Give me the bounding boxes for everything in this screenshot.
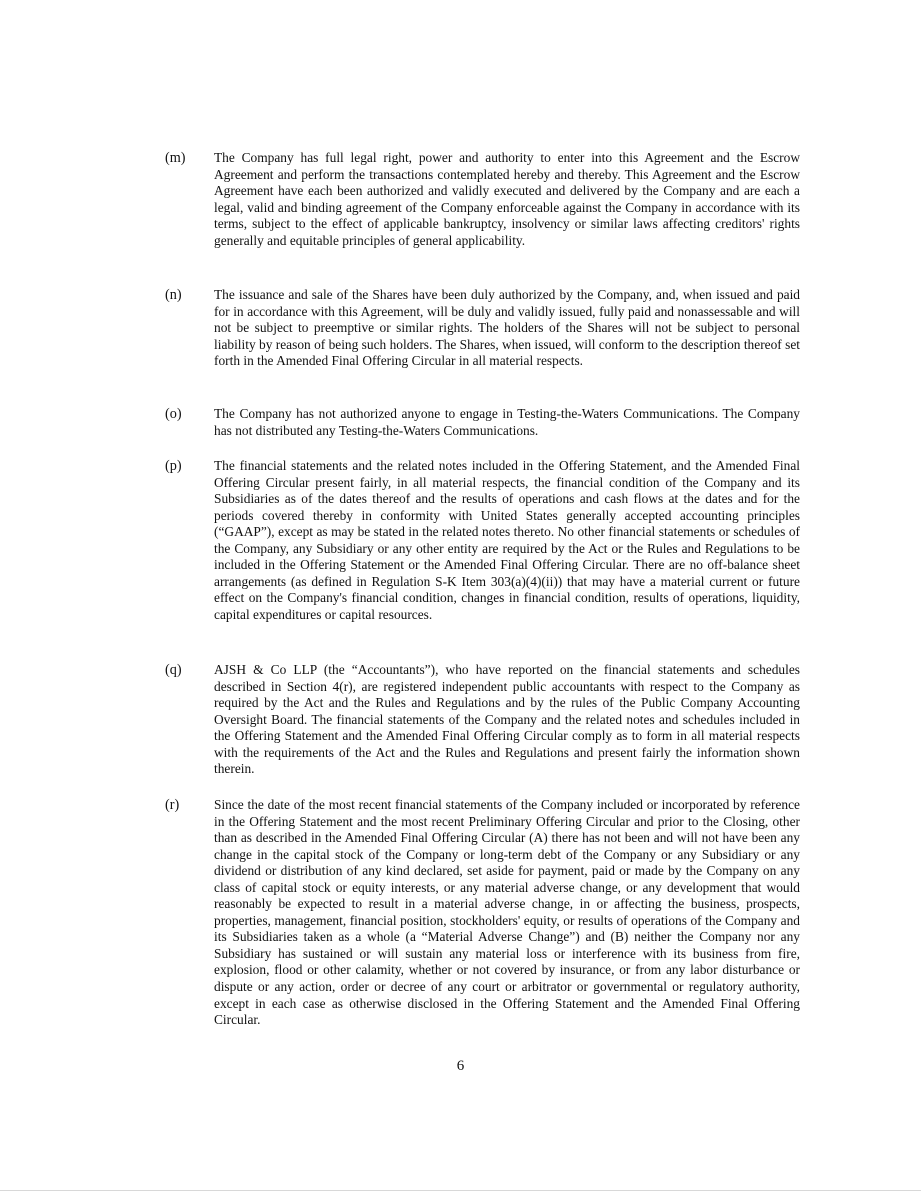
clause-marker: (m): [165, 150, 186, 166]
clause-marker: (q): [165, 662, 182, 678]
clause-marker: (r): [165, 797, 180, 813]
clause-text: The issuance and sale of the Shares have been duly authorized by the Company, and, when issued and paid for in accordance with this Agreement, will be duly and validly issued, fully paid and nonassessable and will not be subject to preemptive or similar rights. The holders of the Shares will not be subject to personal liability by reason of being such holders. The Shares, when issued, will conform to the description thereof set forth in the Amended Final Offering Circular in all material respects.: [214, 287, 800, 369]
clause-text: The Company has full legal right, power and authority to enter into this Agreement and the Escrow Agreement and perform the transactions contemplated hereby and thereby. This Agreement and the Escrow Agreement have each been authorized and validly executed and delivered by the Company and are each a legal, valid and binding agreement of the Company enforceable against the Company in accordance with its terms, subject to the effect of applicable bankruptcy, insolvency or similar laws affecting creditors' rights generally and equitable principles of general applicability.: [214, 150, 800, 248]
clause-text: Since the date of the most recent financial statements of the Company included or incorporated by reference in the Offering Statement and the most recent Preliminary Offering Circular and prior to the Closing, other than as described in the Amended Final Offering Circular (A) there has not been and will not have been any change in the capital stock of the Company or long-term debt of the Company or any Subsidiary or any dividend or distribution of any kind declared, set aside for payment, paid or made by the Company on any class of capital stock or equity interests, or any material adverse change, or any development that would reasonably be expected to result in a material adverse change, in or affecting the business, prospects, properties, management, financial position, stockholders' equity, or results of operations of the Company and its Subsidiaries taken as a whole (a “Material Adverse Change”) and (B) neither the Company nor any Subsidiary has sustained or will sustain any material loss or interference with its business from fire, explosion, flood or other calamity, whether or not covered by insurance, or from any labor disturbance or dispute or any action, order or decree of any court or arbitrator or governmental or regulatory authority, except in each case as otherwise disclosed in the Offering Statement and the Amended Final Offering Circular.: [214, 797, 800, 1028]
scan-edge-line: [0, 1190, 921, 1191]
clause-marker: (o): [165, 406, 182, 422]
clause-text: AJSH & Co LLP (the “Accountants”), who have reported on the financial statements and schedules described in Section 4(r), are registered independent public accountants with respect to the Company as required by the Act and the Rules and Regulations and by the rules of the Public Company Accounting Oversight Board. The financial statements of the Company and the related notes and schedules included in the Offering Statement and the Amended Final Offering Circular comply as to form in all material respects with the requirements of the Act and the Rules and Regulations and present fairly the information shown therein.: [214, 662, 800, 777]
page-number: 6: [456, 1058, 465, 1074]
clause-text: The financial statements and the related notes included in the Offering Statement, and the Amended Final Offering Circular present fairly, in all material respects, the financial condition of the Company and its Subsidiaries as of the dates thereof and the results of operations and cash flows at the dates and for the periods covered thereby in conformity with United States generally accepted accounting principles (“GAAP”), except as may be stated in the related notes thereto. No other financial statements or schedules of the Company, any Subsidiary or any other entity are required by the Act or the Rules and Regulations to be included in the Offering Statement or the Amended Final Offering Circular. There are no off-balance sheet arrangements (as defined in Regulation S-K Item 303(a)(4)(ii)) that may have a material current or future effect on the Company's financial condition, changes in financial condition, results of operations, liquidity, capital expenditures or capital resources.: [214, 458, 800, 622]
clause-text: The Company has not authorized anyone to engage in Testing-the-Waters Communications. The Company has not distributed any Testing-the-Waters Communications.: [214, 406, 800, 438]
clause-marker: (n): [165, 287, 182, 303]
clause-marker: (p): [165, 458, 182, 474]
